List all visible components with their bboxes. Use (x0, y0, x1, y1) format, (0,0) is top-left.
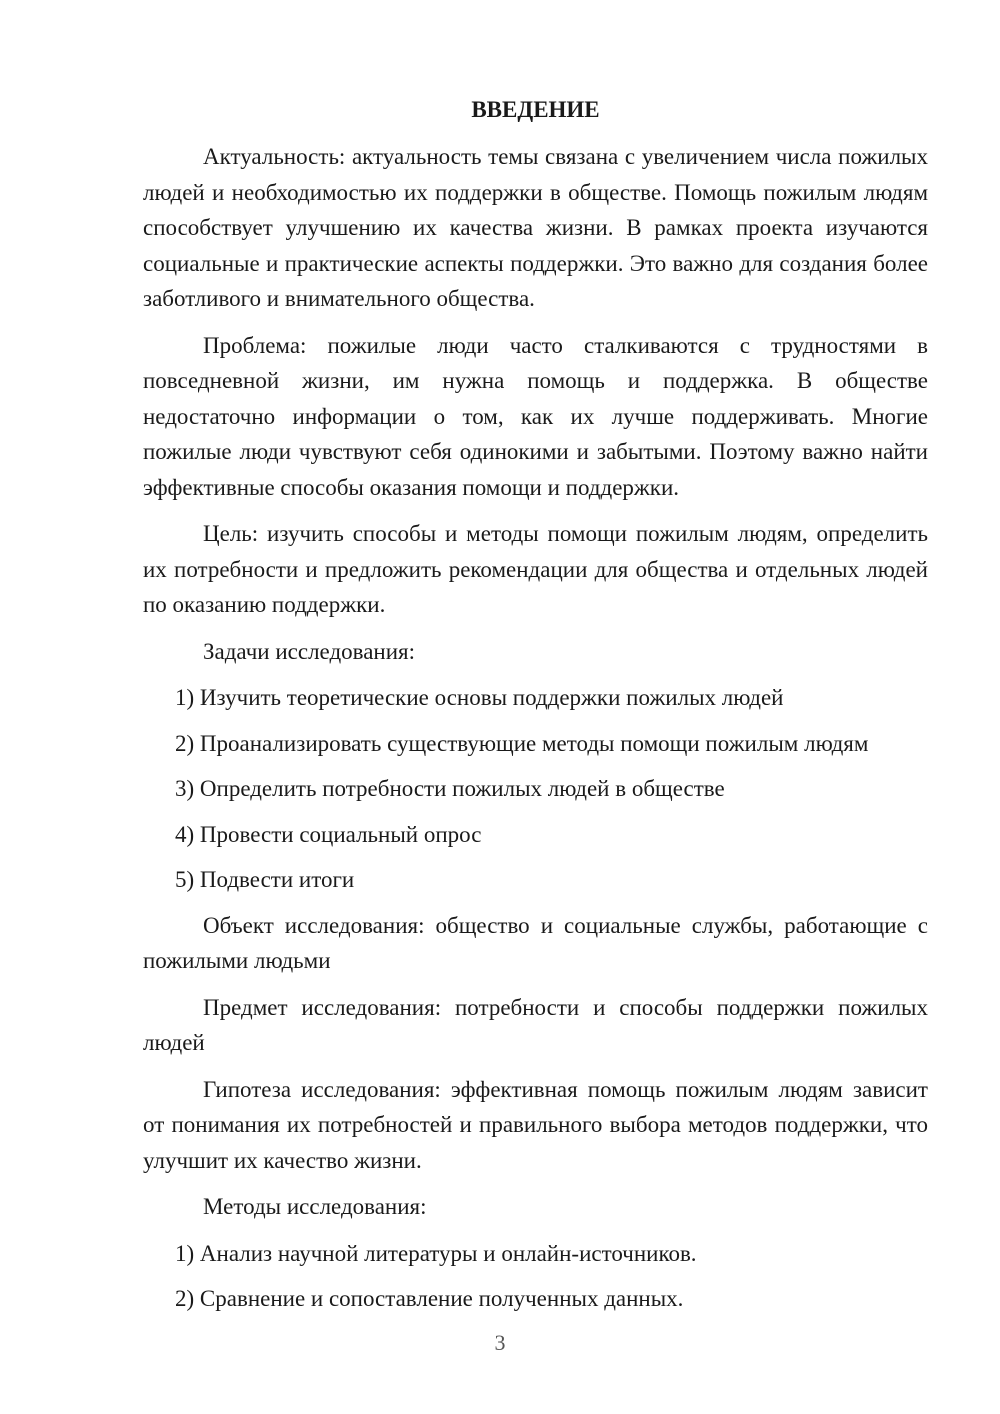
page-number: 3 (494, 1330, 506, 1355)
methods-heading: Методы исследования: (203, 1194, 427, 1219)
object-paragraph: Объект исследования: общество и социальные службы, работающие с пожилыми людьми (143, 912, 928, 973)
list-item: 1) Анализ научной литературы и онлайн-источников. (175, 1240, 697, 1266)
list-item: 1) Изучить теоретические основы поддержки пожилых людей (175, 685, 784, 710)
list-item: 4) Провести социальный опрос (175, 821, 482, 847)
tasks-list (143, 680, 928, 898)
relevance-paragraph: Актуальность: актуальность темы связана с увеличением числа пожилых людей и необходимостью их поддержки в обществе. Помощь пожилым людям способствует улучшению их качества жизни. В рамках проекта изучаются социальные и практические аспекты поддержки. Это важно для создания более заботливого и внимательного общества. (143, 144, 928, 311)
tasks-heading: Задачи исследования: (203, 638, 416, 664)
subject-paragraph: Предмет исследования: потребности и способы поддержки пожилых людей (143, 994, 928, 1055)
problem-paragraph: Проблема: пожилые люди часто сталкиваются с трудностями в повседневной жизни, им нужна помощь и поддержка. В обществе недостаточно информации о том, как их лучше поддерживать. Многие пожилые люди чувствуют себя одинокими и забытыми. Поэтому важно найти эффективные способы оказания помощи и поддержки. (143, 332, 928, 500)
hypothesis-paragraph: Гипотеза исследования: эффективная помощь пожилым людям зависит от понимания их потребностей и правильного выбора методов поддержки, что улучшит их качество жизни. (143, 1076, 928, 1173)
list-item: 2) Сравнение и сопоставление полученных данных. (175, 1286, 684, 1311)
list-item: 2) Проанализировать существующие методы помощи пожилым людям (175, 730, 869, 756)
list-item: 3) Определить потребности пожилых людей в обществе (175, 776, 725, 801)
list-item: 5) Подвести итоги (175, 867, 355, 892)
methods-list (143, 1236, 928, 1317)
goal-paragraph: Цель: изучить способы и методы помощи пожилым людям, определить их потребности и предложить рекомендации для общества и отдельных людей по оказанию поддержки. (143, 521, 928, 617)
section-title: ВВЕДЕНИЕ (471, 97, 600, 122)
document-page (143, 92, 928, 1327)
